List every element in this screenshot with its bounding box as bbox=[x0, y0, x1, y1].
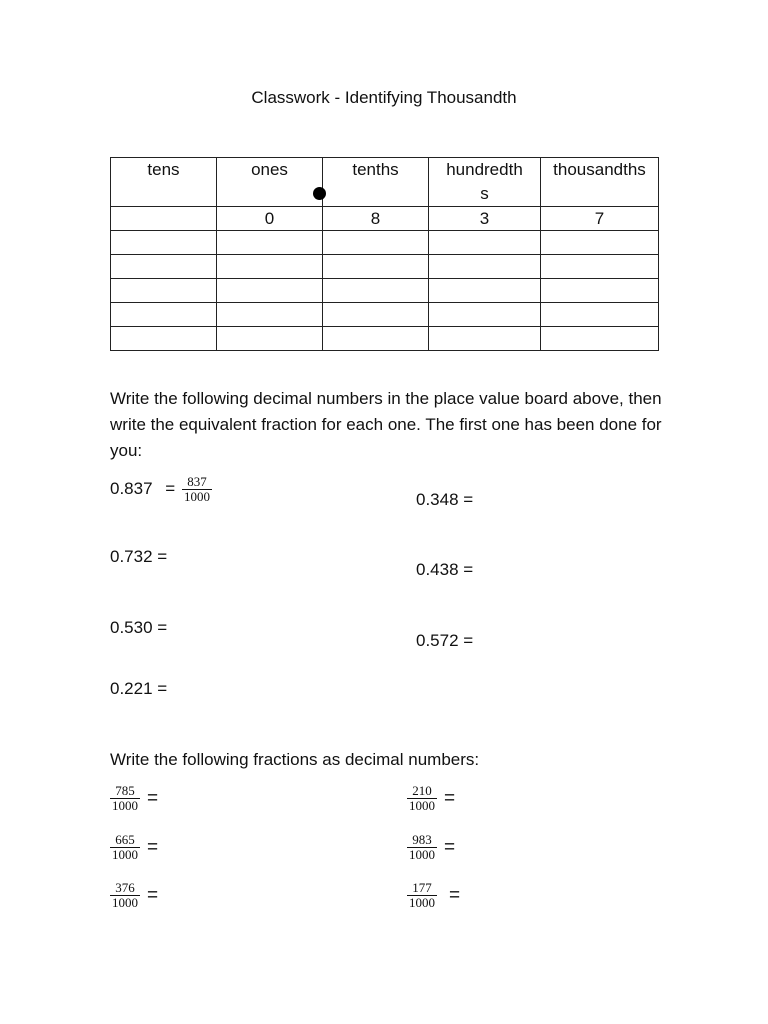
fraction-item bbox=[407, 881, 460, 910]
fraction-item bbox=[407, 833, 455, 862]
table-cell bbox=[429, 327, 541, 351]
fraction-numerator: 983 bbox=[412, 832, 432, 847]
example-equals: = bbox=[165, 478, 176, 498]
decimal-item: 0.348 = bbox=[416, 490, 474, 509]
table-cell bbox=[323, 231, 429, 255]
table-row bbox=[111, 207, 659, 231]
table-cell bbox=[217, 255, 323, 279]
table-cell bbox=[323, 327, 429, 351]
table-cell bbox=[323, 303, 429, 327]
table-cell bbox=[111, 303, 217, 327]
table-cell bbox=[111, 327, 217, 351]
instruction-text: Write the following decimal numbers in the place value board above, then write the equivalent fraction for each one. The first one has been done for you: bbox=[110, 389, 662, 460]
fraction-denominator: 1000 bbox=[409, 847, 435, 862]
place-value-table bbox=[110, 157, 659, 351]
table-row bbox=[111, 255, 659, 279]
header-ones: ones bbox=[217, 158, 323, 207]
decimal-point-dot bbox=[313, 187, 326, 200]
header-thousandths: thousandths bbox=[541, 158, 659, 207]
table-cell: 7 bbox=[541, 207, 659, 231]
fraction-denominator: 1000 bbox=[112, 847, 138, 862]
fraction-denominator: 1000 bbox=[112, 798, 138, 813]
table-cell bbox=[429, 255, 541, 279]
equals-sign: = bbox=[147, 787, 159, 809]
decimal-item: 0.572 = bbox=[416, 631, 474, 650]
header-tenths: tenths bbox=[323, 158, 429, 207]
table-row bbox=[111, 231, 659, 255]
equals-sign: = bbox=[444, 787, 456, 809]
table-cell bbox=[541, 279, 659, 303]
equals-sign: = bbox=[444, 836, 456, 858]
table-cell bbox=[323, 279, 429, 303]
decimal-item: 0.732 = bbox=[110, 547, 168, 566]
equals-sign: = bbox=[449, 884, 461, 906]
fraction-item bbox=[110, 833, 158, 862]
fraction-denominator: 1000 bbox=[112, 895, 138, 910]
fraction-numerator: 210 bbox=[412, 783, 432, 798]
table-cell bbox=[323, 255, 429, 279]
example-decimal: 0.837 bbox=[110, 478, 153, 498]
fraction-numerator: 665 bbox=[115, 832, 135, 847]
fraction-denominator: 1000 bbox=[409, 895, 435, 910]
table-cell bbox=[541, 255, 659, 279]
decimal-item: 0.221 = bbox=[110, 679, 168, 698]
table-row bbox=[111, 279, 659, 303]
fraction-numerator: 837 bbox=[187, 474, 207, 489]
table-cell bbox=[541, 303, 659, 327]
table-row bbox=[111, 303, 659, 327]
decimal-item: 0.530 = bbox=[110, 618, 168, 637]
table-cell bbox=[217, 231, 323, 255]
fraction-item bbox=[110, 881, 158, 910]
decimal-item: 0.438 = bbox=[416, 560, 474, 579]
table-cell bbox=[429, 279, 541, 303]
header-hundredths: hundredth s bbox=[429, 158, 541, 207]
table-cell bbox=[217, 279, 323, 303]
table-row bbox=[111, 327, 659, 351]
fraction-denominator: 1000 bbox=[409, 798, 435, 813]
table-cell bbox=[217, 327, 323, 351]
instruction-text-2: Write the following fractions as decimal numbers: bbox=[110, 750, 480, 769]
table-cell bbox=[111, 207, 217, 231]
example-fraction bbox=[182, 475, 212, 504]
table-cell bbox=[541, 231, 659, 255]
fraction-item bbox=[407, 784, 455, 813]
table-cell: 3 bbox=[429, 207, 541, 231]
table-cell bbox=[111, 231, 217, 255]
table-cell: 8 bbox=[323, 207, 429, 231]
fraction-numerator: 177 bbox=[412, 880, 432, 895]
page-title: Classwork - Identifying Thousandth bbox=[251, 88, 517, 107]
example-equation bbox=[110, 475, 212, 504]
table-header-row bbox=[111, 158, 659, 207]
equals-sign: = bbox=[147, 884, 159, 906]
fraction-denominator: 1000 bbox=[183, 489, 210, 504]
table-cell bbox=[111, 255, 217, 279]
fraction-item bbox=[110, 784, 158, 813]
header-tens: tens bbox=[111, 158, 217, 207]
table-cell bbox=[111, 279, 217, 303]
table-cell bbox=[217, 303, 323, 327]
fraction-numerator: 376 bbox=[115, 880, 135, 895]
equals-sign: = bbox=[147, 836, 159, 858]
table-cell bbox=[541, 327, 659, 351]
table-cell bbox=[429, 231, 541, 255]
fraction-numerator: 785 bbox=[115, 783, 135, 798]
table-cell bbox=[429, 303, 541, 327]
table-cell: 0 bbox=[217, 207, 323, 231]
